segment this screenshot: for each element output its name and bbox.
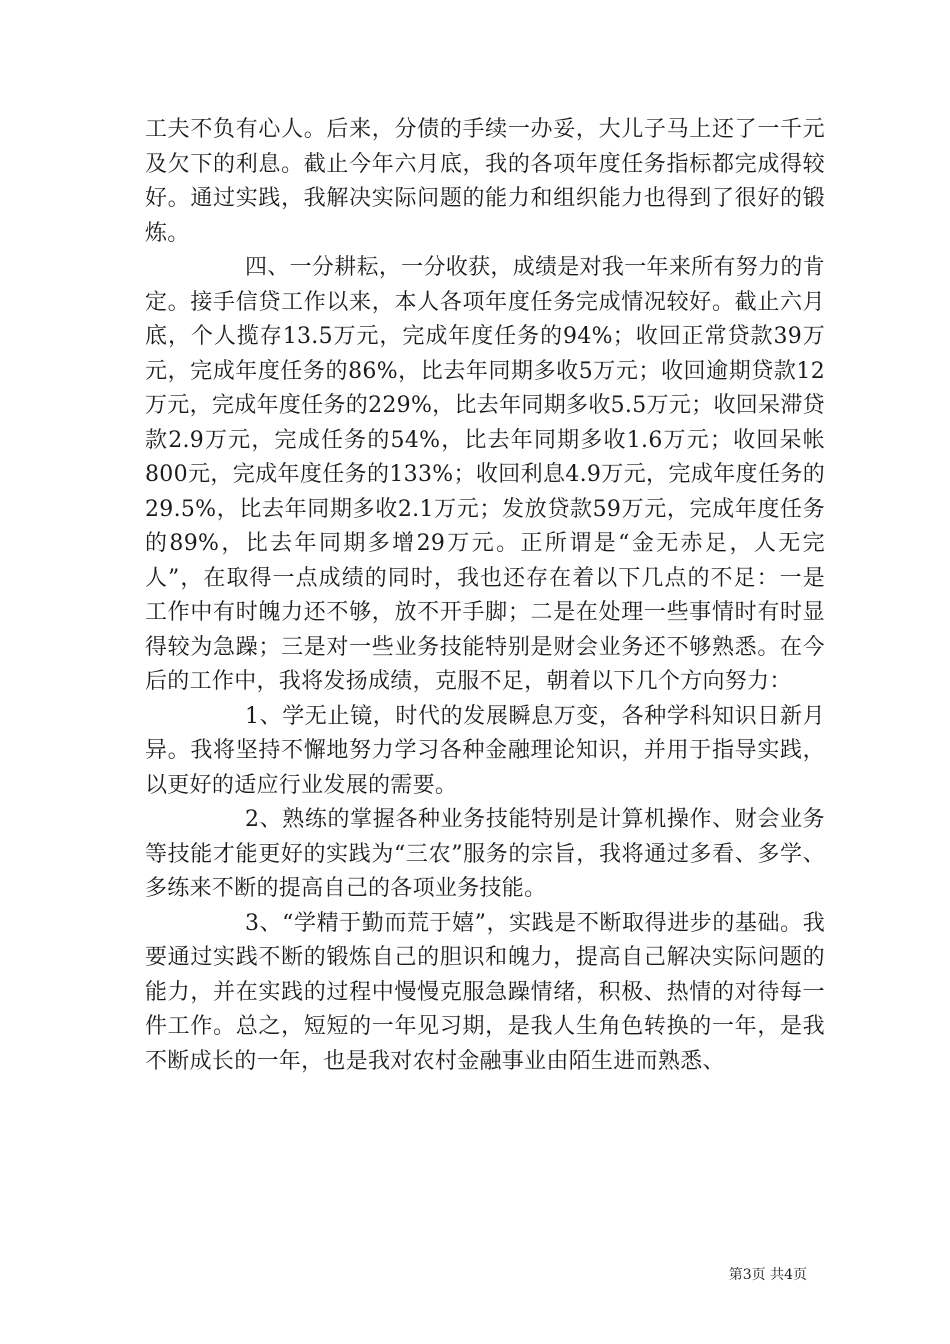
body-text (145, 113, 825, 1079)
paragraph-point-3: 3、“学精于勤而荒于嬉”，实践是不断取得进步的基础。我要通过实践不断的锻炼自己的胆识和魄力，提高自己解决实际问题的能力，并在实践的过程中慢慢克服急躁情绪，积极、热情的对待每一件工作。总之，短短的一年见习期，是我人生角色转换的一年，是我不断成长的一年，也是我对农村金融事业由陌生进而熟悉、 (145, 910, 825, 1074)
paragraph-achievements: 四、一分耕耘，一分收获，成绩是对我一年来所有努力的肯定。接手信贷工作以来，本人各项年度任务完成情况较好。截止六月底，个人揽存13.5万元，完成年度任务的94%；收回正常贷款39万元，完成年度任务的86%，比去年同期多收5万元；收回逾期贷款12万元，完成年度任务的229%，比去年同期多收5.5万元；收回呆滞贷款2.9万元，完成任务的54%，比去年同期多收1.6万元；收回呆帐800元，完成年度任务的133%；收回利息4.9万元，完成年度任务的29.5%，比去年同期多收2.1万元；发放贷款59万元，完成年度任务的89%，比去年同期多增29万元。正所谓是“金无赤足，人无完人”，在取得一点成绩的同时，我也还存在着以下几点的不足：一是工作中有时魄力还不够，放不开手脚；二是在处理一些事情时有时显得较为急躁；三是对一些业务技能特别是财会业务还不够熟悉。在今后的工作中，我将发扬成绩，克服不足，朝着以下几个方向努力： (145, 255, 825, 694)
paragraph-continuation: 工夫不负有心人。后来，分债的手续一办妥，大儿子马上还了一千元及欠下的利息。截止今年六月底，我的各项年度任务指标都完成得较好。通过实践，我解决实际问题的能力和组织能力也得到了很好的锻炼。 (145, 117, 825, 246)
page-number-footer: 第3页 共4页 (728, 1267, 807, 1283)
paragraph-point-1: 1、学无止镜，时代的发展瞬息万变，各种学科知识日新月异。我将坚持不懈地努力学习各种金融理论知识，并用于指导实践，以更好的适应行业发展的需要。 (145, 703, 825, 798)
paragraph-point-2: 2、熟练的掌握各种业务技能特别是计算机操作、财会业务等技能才能更好的实践为“三农”服务的宗旨，我将通过多看、多学、多练来不断的提高自己的各项业务技能。 (145, 807, 825, 901)
